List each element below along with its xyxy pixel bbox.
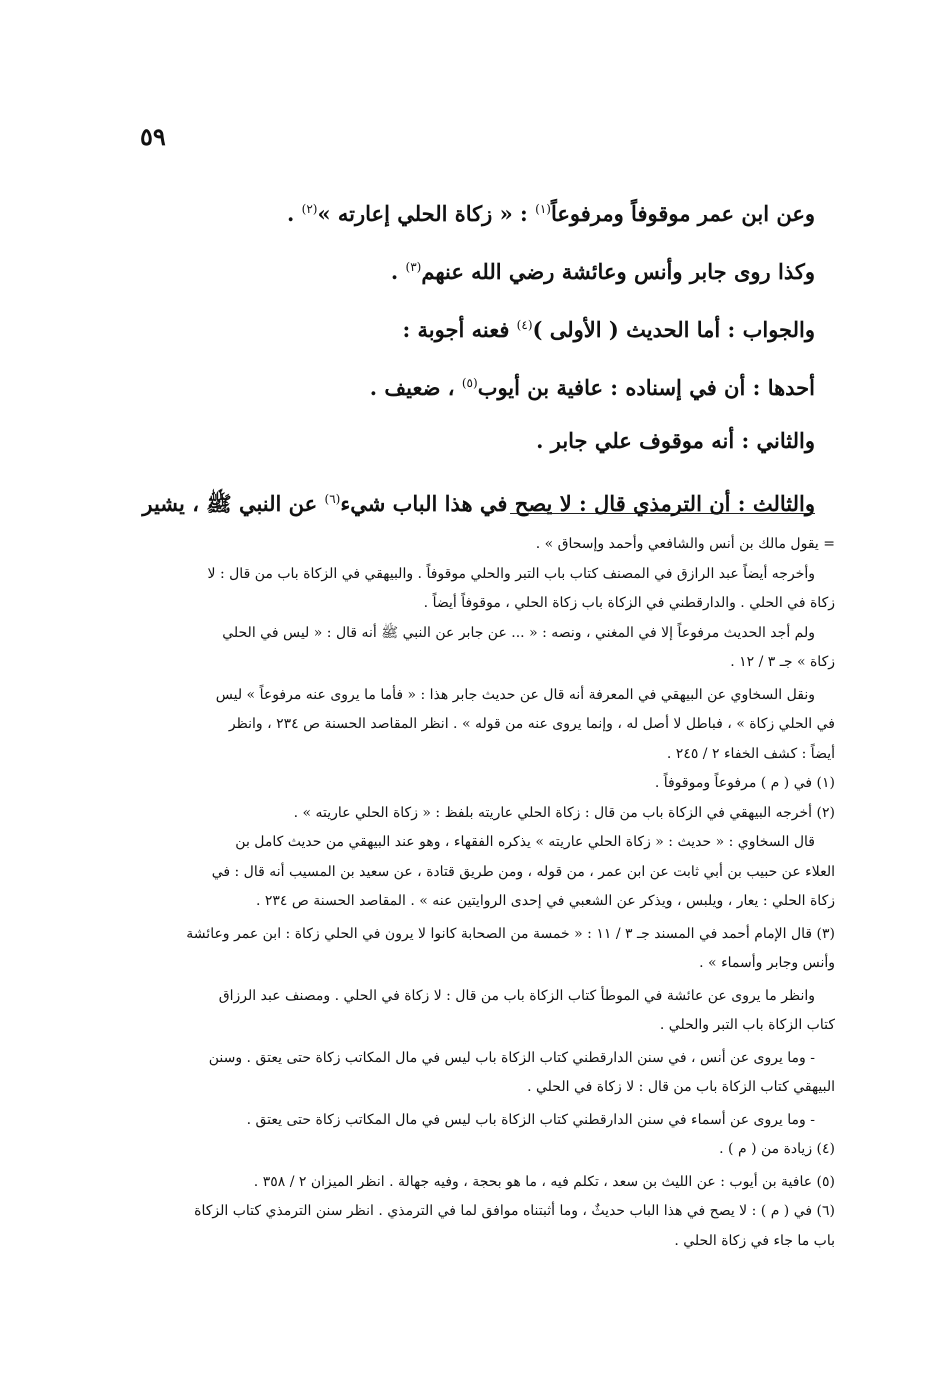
footnote-ref: (١) xyxy=(535,202,551,216)
footnote-line: (٣) قال الإمام أحمد في المسند جـ ٣ / ١١ : « خمسة من الصحابة كانوا لا يرون في الحلي زكاة : ابن عمر وعائشة xyxy=(186,925,835,942)
footnote-line: العلاء عن حبيب بن أبي ثابت عن ابن عمر ، من قوله ، ومن طريق قتادة ، عن سعيد بن المسيب أنه قال : في xyxy=(211,863,835,880)
main-text xyxy=(140,180,815,528)
main-line: أحدها : أن في إسناده : عافية بن أيوب$^{(٥)}$ ، ضعيف . xyxy=(369,375,815,400)
footnote-line: في الحلي زكاة » ، فباطل لا أصل له ، وإنما يروى عنه من قوله » . انظر المقاصد الحسنة ص ٢٣٤ ، وانظر xyxy=(228,716,835,732)
main-line: والجواب : أما الحديث ( الأولى )$^{(٤)}$ فعنه أجوبة : xyxy=(402,317,815,342)
footnote-line: زكاة في الحلي . والدارقطني في الزكاة باب زكاة الحلي ، موقوفاً أيضاً . xyxy=(423,595,835,611)
footnote-line: كتاب الزكاة باب التبر والحلي . xyxy=(659,1017,835,1033)
footnote-line: زكاة » جـ ٣ / ١٢ . xyxy=(730,654,835,670)
footnote-divider xyxy=(510,513,815,514)
footnote-line: ونقل السخاوي عن البيهقي في المعرفة أنه قال عن حديث جابر هذا : « فأما ما يروى عنه مرفوعاً » ليس xyxy=(215,686,815,703)
footnote-ref: (٥) xyxy=(461,376,478,390)
footnote-line: قال السخاوي : « حديث : « زكاة الحلي عاريته » يذكره الفقهاء ، وهو عند البيهقي من حديث كامل بن xyxy=(235,834,815,850)
footnote-line: أيضاً : كشف الخفاء ٢ / ٢٤٥ . xyxy=(666,745,835,762)
main-line: وكذا روى جابر وأنس وعائشة رضي الله عنهم$^{(٣)}$ . xyxy=(390,259,815,284)
page-number: ٥٩ xyxy=(140,122,166,151)
footnote-line: (١) في ( م ) مرفوعاً وموقوفاً . xyxy=(654,775,835,791)
footnote-line: - وما يروى عن أنس ، في سنن الدارقطني كتاب الزكاة باب ليس في مال المكاتب زكاة حتى يعتق . وسنن xyxy=(208,1049,815,1066)
main-line: وعن ابن عمر موقوفاً ومرفوعاً$^{(١)}$ : « زكاة الحلي إعارته »$^{(٢)}$ . xyxy=(287,201,815,226)
footnote-line: وانظر ما يروى عن عائشة في الموطأ كتاب الزكاة باب من قال : لا زكاة في الحلي . ومصنف عبد الرزاق xyxy=(218,987,815,1004)
footnote-ref: (٦) xyxy=(324,492,341,506)
footnotes xyxy=(140,530,835,1256)
footnote-line: (٢) أخرجه البيهقي في الزكاة باب من قال : زكاة الحلي عاريته بلفظ : « زكاة الحلي عاريته » . xyxy=(293,804,835,821)
footnote-line: باب ما جاء في زكاة الحلي . xyxy=(674,1232,835,1249)
footnote-line: ولم أجد الحديث مرفوعاً إلا في المغني ، ونصه : « ... عن جابر عن النبي ﷺ أنه قال : « ليس في الحلي xyxy=(222,624,815,641)
footnote-line: (٤) زيادة من ( م ) . xyxy=(719,1141,835,1157)
footnote-line: - وما يروى عن أسماء في سنن الدارقطني كتاب الزكاة باب ليس في مال المكاتب زكاة حتى يعتق . xyxy=(246,1111,815,1128)
footnote-ref: (٤) xyxy=(516,318,533,332)
footnote-line: زكاة الحلي : يعار ، ويلبس ، ويذكر عن الشعبي في إحدى الروايتين عنه » . المقاصد الحسنة ص ٢٣٤ . xyxy=(255,893,835,909)
main-line: والثالث : أن الترمذي قال : لا يصح في هذا الباب شيء$^{(٦)}$ عن النبي ﷺ ، يشير xyxy=(142,491,815,516)
footnote-line: وأخرجه أيضاً عبد الرازق في المصنف كتاب باب التبر والحلي موقوفاً . والبيهقي في الزكاة باب من قال : لا xyxy=(207,565,815,582)
footnote-line: وأنس وجابر وأسماء » . xyxy=(699,955,835,971)
footnote-ref: (٣) xyxy=(405,260,422,274)
footnote-line: = يقول مالك بن أنس والشافعي وأحمد وإسحاق » . xyxy=(535,536,835,552)
footnote-line: (٥) عافية بن أيوب : عن الليث بن سعد ، تكلم فيه ، ما هو بحجة ، وفيه جهالة . انظر الميزان ٢ / ٣٥٨ . xyxy=(253,1173,835,1190)
main-line: والثاني : أنه موقوف علي جابر . xyxy=(536,428,815,453)
footnote-line: (٦) في ( م ) : لا يصح في هذا الباب حديثٌ ، وما أثبتناه موافق لما في الترمذي . انظر سنن الترمذي كتاب الزكاة xyxy=(194,1203,835,1219)
footnote-ref: (٢) xyxy=(301,202,318,216)
footnote-line: البيهقي كتاب الزكاة باب من قال : لا زكاة في الحلي . xyxy=(527,1079,835,1095)
